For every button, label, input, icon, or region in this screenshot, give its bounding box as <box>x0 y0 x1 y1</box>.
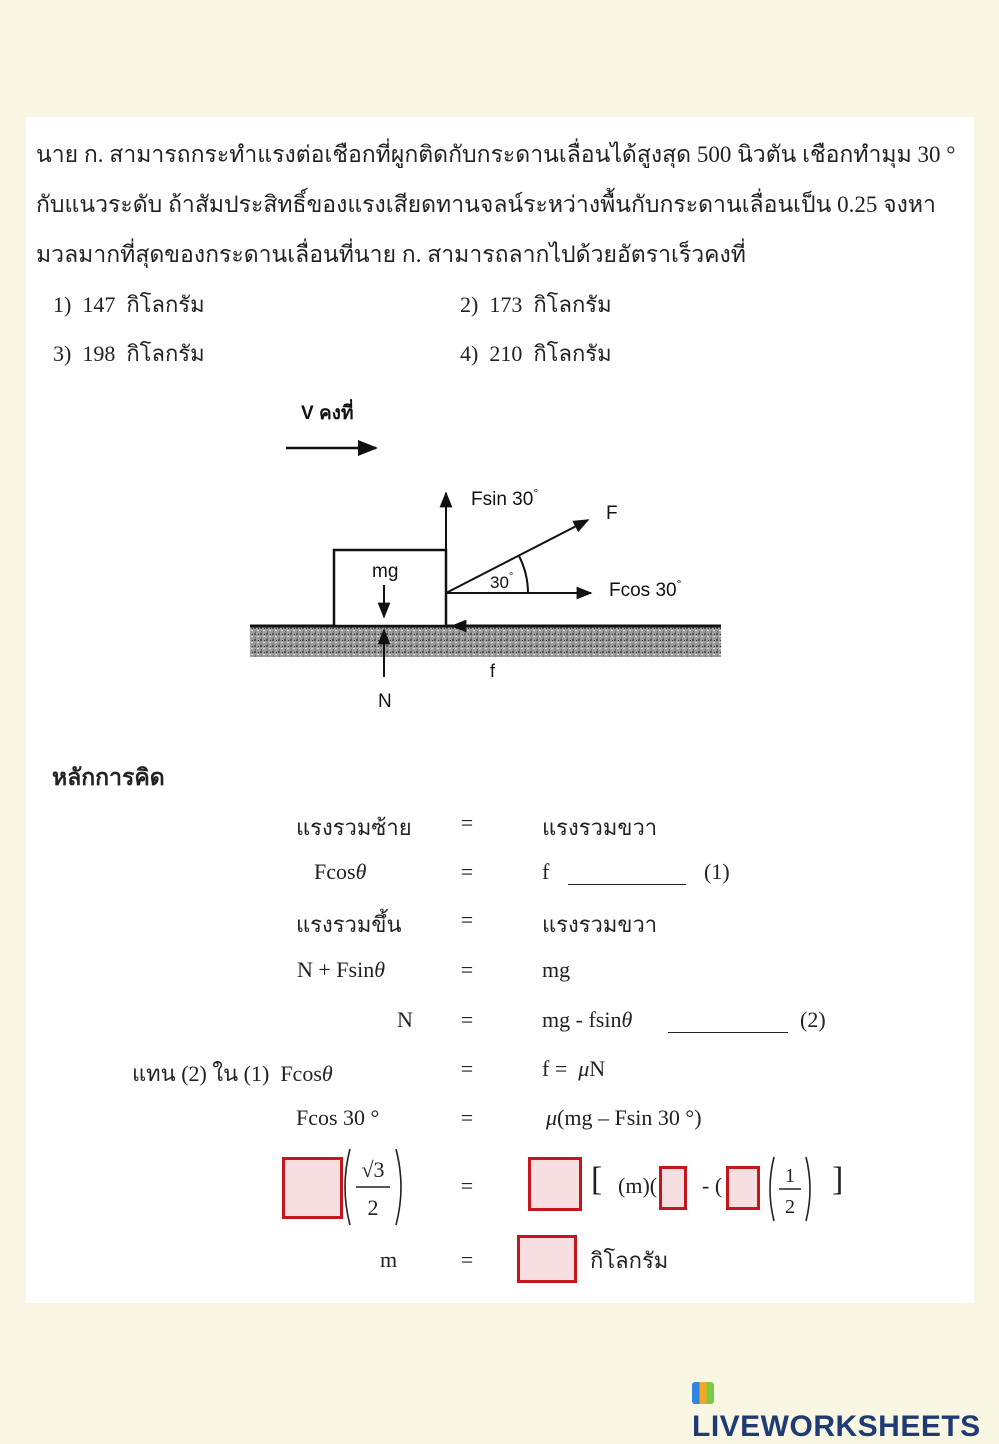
svg-text:√3: √3 <box>361 1157 385 1182</box>
question-line-1: นาย ก. สามารถกระทำแรงต่อเชือกที่ผูกติดกับกระดานเลื่อนได้สูงสุด 500 นิวตัน เชือกทำมุม 30 ° <box>36 142 956 167</box>
choice-1: 1) 147 กิโลกรัม <box>53 292 205 317</box>
answer-box-force[interactable] <box>282 1157 343 1219</box>
fcos-label: Fcos 30° <box>609 577 682 601</box>
svg-text:1: 1 <box>785 1165 795 1187</box>
eq8-mass-term: (m)( <box>618 1173 658 1198</box>
eq1-lhs: แรงรวมซ้าย <box>296 815 412 840</box>
eq3-lhs: แรงรวมขึ้น <box>296 912 402 937</box>
worksheet-page: นาย ก. สามารถกระทำแรงต่อเชือกที่ผูกติดกับกระดานเลื่อนได้สูงสุด 500 นิวตัน เชือกทำมุม 30 ° กับแนวระดับ ถ้าสัมประสิทธิ์ของแรงเสียดทานจลน์ระหว่างพื้นกับกระดานเลื่อนเป็น 0.25 จงหา มวลมากที่สุดของกระดานเลื่อนที่นาย ก. สามารถลากไปด้วยอัตราเร็วคงที่ 1) 147 กิโลกรัม 2) 173 กิโลกรัม 3) 198 กิโลกรัม 4) 210 กิโลกรัม V คงที่ mg N Fsin 30° F 30° Fcos 30° f หลักการคิด แรงรวมซ้าย = แรงรวมขวา Fcosθ = f (1) แรงรวมขึ้น = แรงรวมขวา N + Fsinθ = mg N = mg - fsinθ (2) แทน (2) ใน (1) Fcosθ = f = μN Fcos 30 ° = μ(mg – Fsin 30 °) √3 2 = [ (m)( - ( 1 2 ] m = กิโลกรัม <box>26 117 974 1303</box>
bracket-close: ] <box>832 1161 844 1198</box>
eq5-blank-line <box>668 1032 788 1033</box>
choice-4: 4) 210 กิโลกรัม <box>460 341 612 366</box>
question-line-3: มวลมากที่สุดของกระดานเลื่อนที่นาย ก. สามารถลากไปด้วยอัตราเร็วคงที่ <box>36 242 746 267</box>
fsin-label: Fsin 30° <box>471 486 539 510</box>
answer-box-gravity[interactable] <box>659 1166 687 1210</box>
eq5-tag: (2) <box>800 1007 826 1032</box>
friction-label: f <box>490 661 496 681</box>
force-diagram <box>26 117 974 737</box>
answer-box-force-2[interactable] <box>726 1166 760 1210</box>
eq6-rhs: f = μN <box>542 1056 606 1081</box>
question-line-2: กับแนวระดับ ถ้าสัมประสิทธิ์ของแรงเสียดทานจลน์ระหว่างพื้นกับกระดานเลื่อนเป็น 0.25 จงหา <box>36 192 936 217</box>
section-heading: หลักการคิด <box>52 765 165 790</box>
answer-box-mass[interactable] <box>517 1235 577 1283</box>
eq4-rhs: mg <box>542 957 571 982</box>
liveworksheets-logo: LIVEWORKSHEETS <box>692 1376 999 1444</box>
eq2-rhs: f <box>542 859 550 884</box>
eq7-rhs: μ(mg – Fsin 30 °) <box>546 1105 702 1130</box>
angle-arc <box>519 556 528 593</box>
normal-label: N <box>378 691 392 712</box>
choice-2: 2) 173 กิโลกรัม <box>460 292 612 317</box>
sqrt3-over-2-fraction <box>338 1145 408 1229</box>
velocity-label: V คงที่ <box>301 403 354 424</box>
mg-label: mg <box>372 561 399 582</box>
eq3-rhs: แรงรวมขวา <box>542 912 658 937</box>
eq2-blank-line <box>568 884 686 885</box>
f-label: F <box>606 503 618 524</box>
eq9-unit: กิโลกรัม <box>590 1248 669 1273</box>
eq9-lhs: m <box>380 1247 398 1272</box>
eq8-minus: - ( <box>702 1173 723 1198</box>
eq6-lhs: แทน (2) ใน (1) Fcosθ <box>132 1061 333 1086</box>
answer-box-mu[interactable] <box>528 1157 582 1211</box>
bracket-open: [ <box>591 1161 603 1198</box>
eq4-lhs: N + Fsinθ <box>297 957 386 982</box>
eq1-rhs: แรงรวมขวา <box>542 815 658 840</box>
eq7-lhs: Fcos 30 ° <box>296 1105 380 1130</box>
logo-icon <box>692 1382 714 1404</box>
eq5-lhs: N <box>397 1007 413 1032</box>
angle-label: 30° <box>490 571 514 592</box>
eq2-lhs: Fcosθ <box>314 859 367 884</box>
svg-text:2: 2 <box>367 1195 379 1220</box>
svg-text:2: 2 <box>785 1196 795 1218</box>
f-arrow <box>446 520 588 593</box>
eq5-rhs: mg - fsinθ <box>542 1007 633 1032</box>
eq2-tag: (1) <box>704 859 730 884</box>
half-fraction <box>764 1153 816 1225</box>
choice-3: 3) 198 กิโลกรัม <box>53 341 205 366</box>
ground <box>250 626 721 657</box>
